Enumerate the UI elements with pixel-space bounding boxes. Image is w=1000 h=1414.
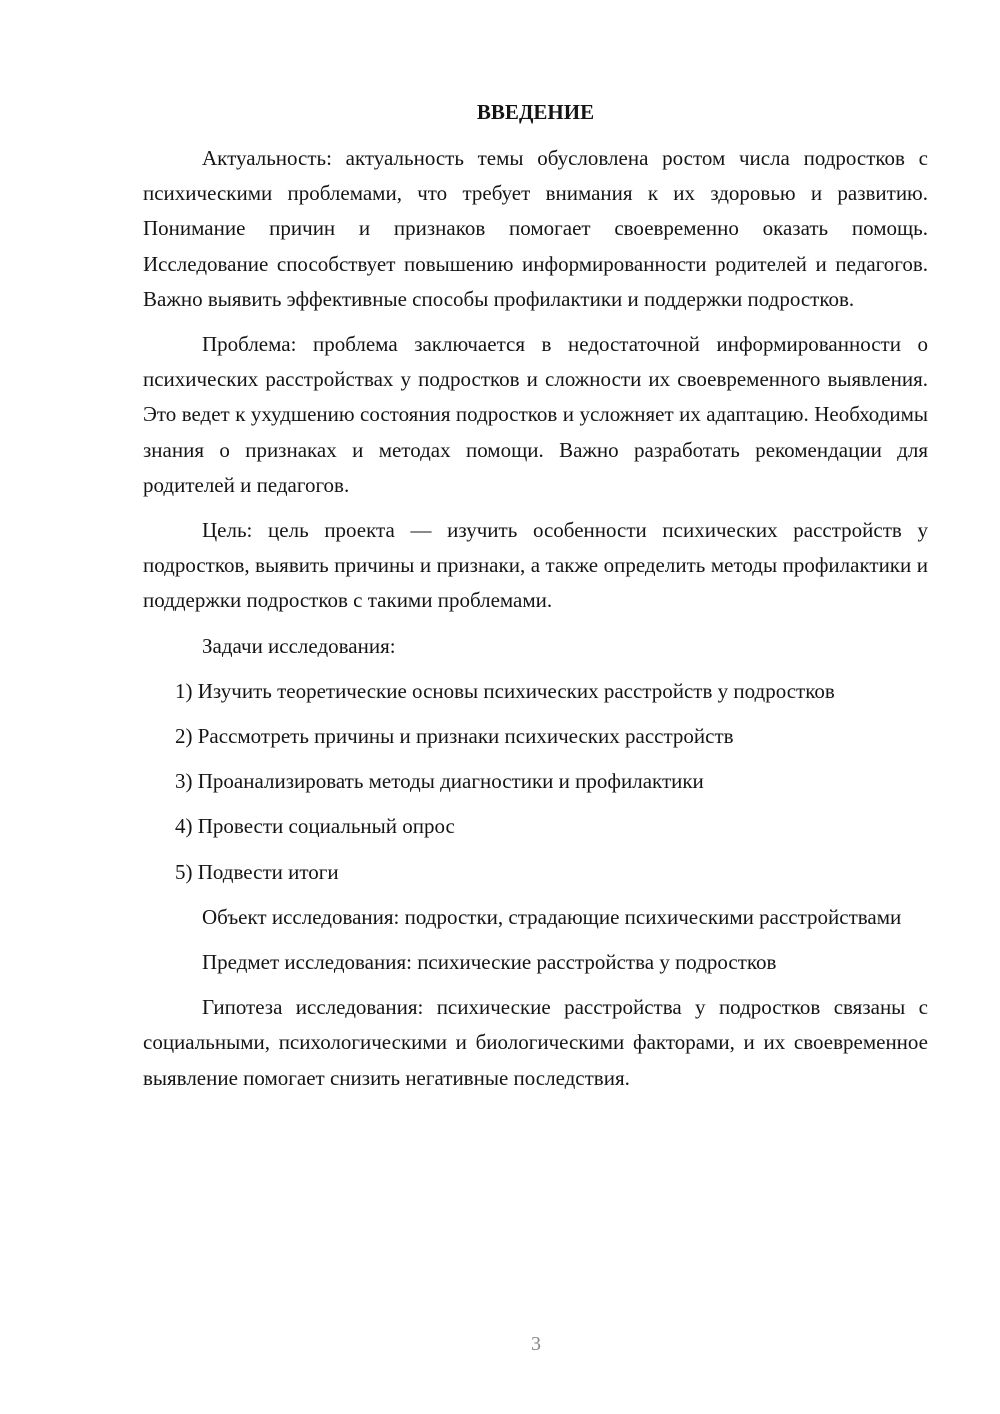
list-item: 5) Подвести итоги [175, 859, 339, 884]
page-number: 3 [531, 1333, 541, 1355]
document-body [143, 96, 928, 1106]
list-item: 1) Изучить теоретические основы психических расстройств у подростков [175, 678, 835, 703]
list-item: 3) Проанализировать методы диагностики и профилактики [175, 769, 704, 794]
list-item: 2) Рассмотреть причины и признаки психических расстройств [175, 724, 734, 749]
problem-paragraph: Проблема: проблема заключается в недостаточной информированности о психических расстройствах у подростков и сложности их своевременного выявления. Это ведет к ухудшению состояния подростков и усложняет их адаптацию. Необходимы знания о признаках и методах помощи. Важно разработать рекомендации для родителей и педагогов. [143, 332, 928, 497]
hypothesis-paragraph: Гипотеза исследования: психические расстройства у подростков связаны с социальными, психологическими и биологическими факторами, и их своевременное выявление помогает снизить негативные последствия. [143, 995, 928, 1090]
subject-paragraph: Предмет исследования: психические расстройства у подростков [202, 950, 777, 975]
list-item: 4) Провести социальный опрос [175, 814, 455, 839]
tasks-list [143, 674, 928, 890]
goal-paragraph: Цель: цель проекта — изучить особенности психических расстройств у подростков, выявить причины и признаки, а также определить методы профилактики и поддержки подростков с такими проблемами. [143, 518, 928, 613]
section-title: ВВЕДЕНИЕ [476, 100, 595, 124]
object-paragraph: Объект исследования: подростки, страдающие психическими расстройствами [202, 904, 902, 929]
tasks-heading: Задачи исследования: [202, 633, 396, 658]
relevance-paragraph: Актуальность: актуальность темы обусловлена ростом числа подростков с психическими проблемами, что требует внимания к их здоровью и развитию. Понимание причин и признаков помогает своевременно оказать помощь. Исследование способствует повышению информированности родителей и педагогов. Важно выявить эффективные способы профилактики и поддержки подростков. [143, 146, 928, 311]
